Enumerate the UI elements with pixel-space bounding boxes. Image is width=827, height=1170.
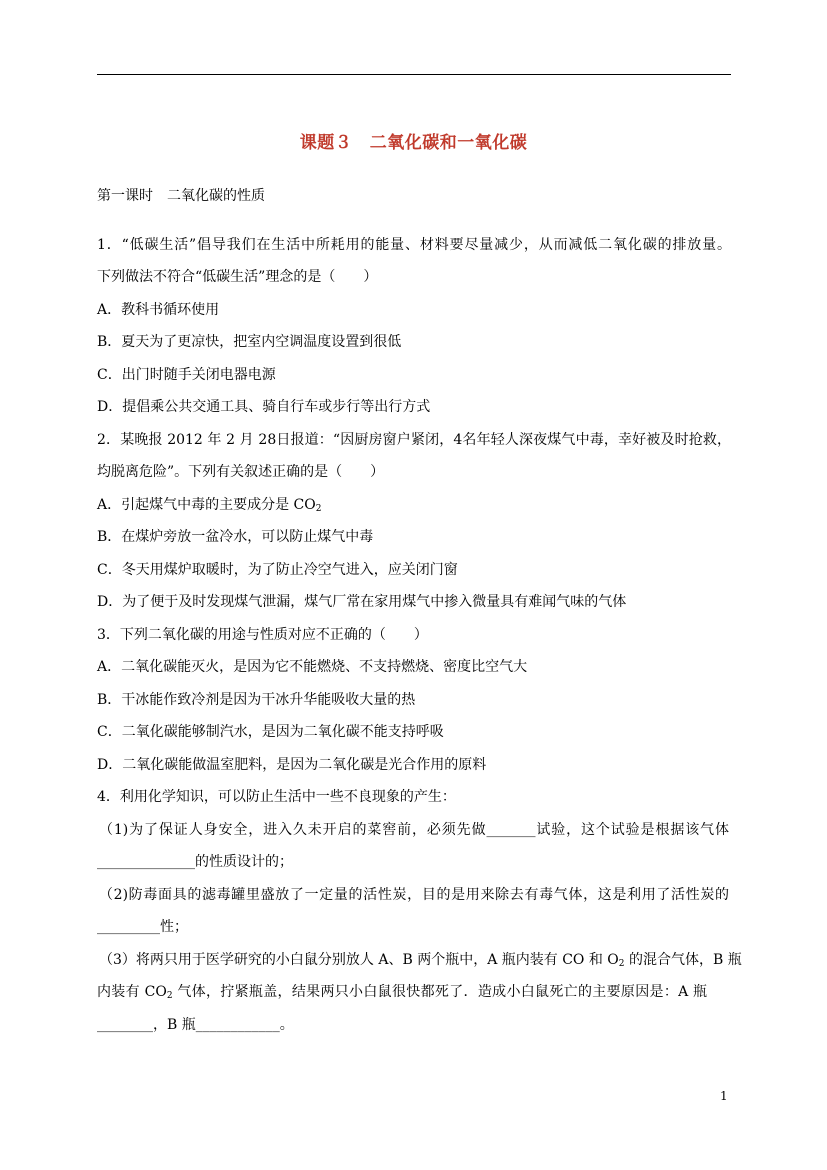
q3-option-a: A．二氧化碳能灭火，是因为它不能燃烧、不支持燃烧、密度比空气大 [97,659,528,675]
q4-part3-line3: ________，B 瓶____________。 [97,1017,294,1033]
q2-stem-line2: 均脱离危险”。下列有关叙述正确的是（ ） [97,464,385,480]
q4-stem: 4．利用化学知识，可以防止生活中一些不良现象的产生： [97,789,456,805]
q4-part3-line2: 内装有 $CO_2$ 气体，拧紧瓶盖，结果两只小白鼠很快都死了．造成小白鼠死亡的主要原因是：A 瓶 [97,984,707,1001]
subscript: 2 [315,504,322,514]
q2-option-a: A．引起煤气中毒的主要成分是 $CO_2$ [97,497,322,514]
q3-option-d: D．二氧化碳能做温室肥料，是因为二氧化碳是光合作用的原料 [97,757,487,773]
subscript: 2 [618,959,625,969]
page-number: 1 [720,1089,728,1103]
page-title: 课题３ 二氧化碳和一氧化碳 [299,133,528,153]
q1-option-b: B．夏天为了更凉快，把室内空调温度设置到很低 [97,334,402,350]
q3-option-c: C．二氧化碳能够制汽水，是因为二氧化碳不能支持呼吸 [97,724,444,740]
q1-option-d: D．提倡乘公共交通工具、骑自行车或步行等出行方式 [97,399,431,415]
q4-part3-line1: （3）将两只用于医学研究的小白鼠分别放人 A、B 两个瓶中，A 瓶内装有 CO 和 $O_2$ 的混合气体，B 瓶 [99,952,742,969]
section-heading: 第一课时 二氧化碳的性质 [97,188,265,204]
q2-option-c: C．冬天用煤炉取暖时，为了防止冷空气进入，应关闭门窗 [97,562,458,578]
q4-part1-line2: ______________的性质设计的； [97,854,293,870]
q1-stem-line2: 下列做法不符合“低碳生活”理念的是（ ） [97,269,378,285]
q4-part2-line2: _________性； [97,919,188,935]
q1-option-a: A．教科书循环使用 [97,302,220,318]
q3-stem: 3．下列二氧化碳的用途与性质对应不正确的（ ） [97,627,428,643]
q3-option-b: B．干冰能作致冷剂是因为干冰升华能吸收大量的热 [97,692,416,708]
q2-option-d: D．为了便于及时发现煤气泄漏，煤气厂常在家用煤气中掺入微量具有难闻气味的气体 [97,594,627,610]
q2-option-b: B．在煤炉旁放一盆冷水，可以防止煤气中毒 [97,529,374,545]
subscript: 2 [166,991,173,1001]
q4-part1-line1: （1)为了保证人身安全，进入久未开启的菜窖前，必须先做_______试验，这个试验是根据该气体 [99,822,729,838]
q1-stem-line1: 1．“低碳生活”倡导我们在生活中所耗用的能量、材料要尽量减少，从而减低二氧化碳的排放量。 [97,237,731,253]
q1-option-c: C．出门时随手关闭电器电源 [97,367,276,383]
header-rule [97,74,731,75]
q4-part2-line1: （2)防毒面具的滤毒罐里盛放了一定量的活性炭，目的是用来除去有毒气体，这是利用了活性炭的 [99,887,729,903]
q2-stem-line1: 2．某晚报 2012 年 2 月 28日报道：“因厨房窗户紧闭，4名年轻人深夜煤气中毒，幸好被及时抢救， [97,432,731,448]
